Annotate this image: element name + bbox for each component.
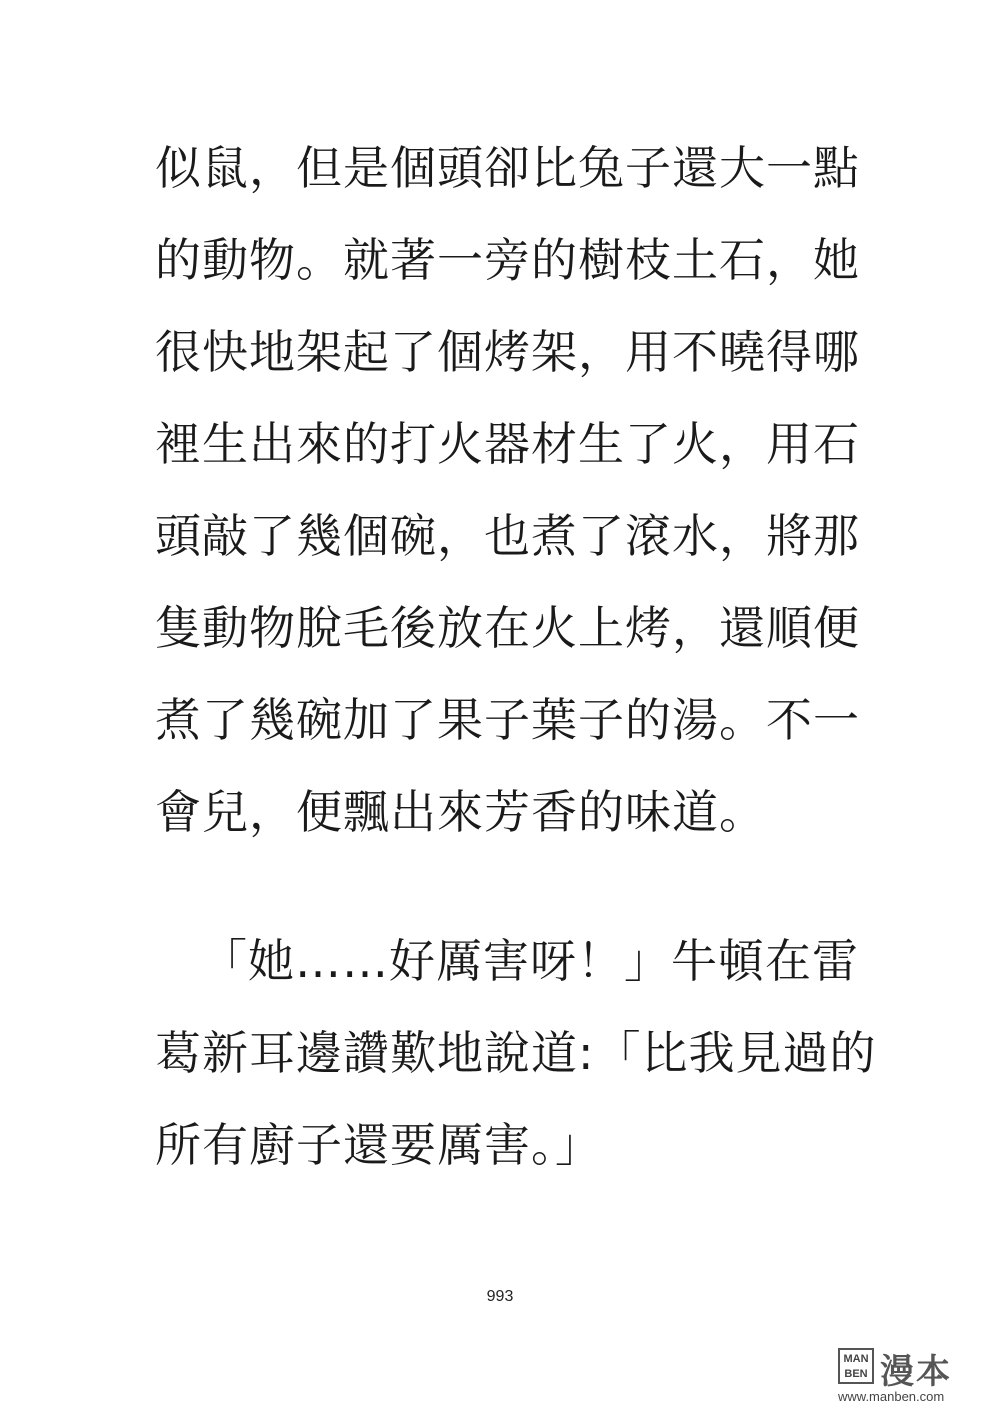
text-line: 頭敲了幾個碗，也煮了滾水，將那 xyxy=(155,509,860,563)
paragraph-1 xyxy=(155,122,860,858)
watermark-seal-logo xyxy=(838,1348,874,1384)
site-watermark xyxy=(838,1348,988,1404)
text-line: 的動物。就著一旁的樹枝土石，她 xyxy=(155,233,860,287)
page-number: 993 xyxy=(486,1288,514,1305)
text-line: 似鼠，但是個頭卻比兔子還大一點 xyxy=(155,141,860,195)
text-line: 裡生出來的打火器材生了火，用石 xyxy=(155,417,860,471)
text-line: 煮了幾碗加了果子葉子的湯。不一 xyxy=(155,693,860,747)
text-line: 隻動物脫毛後放在火上烤，還順便 xyxy=(155,601,860,655)
seal-line-1: MAN xyxy=(843,1353,869,1365)
text-line: 很快地架起了個烤架，用不曉得哪 xyxy=(155,325,860,379)
text-line: 所有廚子還要厲害。」 xyxy=(155,1118,602,1172)
seal-line-2: BEN xyxy=(844,1368,868,1380)
text-line: 葛新耳邊讚歎地說道:「比我見過的 xyxy=(155,1026,877,1080)
text-line: 「她……好厲害呀！」牛頓在雷 xyxy=(201,934,859,988)
text-line: 會兒，便飄出來芳香的味道。 xyxy=(155,785,766,839)
paragraph-2 xyxy=(155,915,877,1191)
watermark-url: www.manben.com xyxy=(838,1389,945,1404)
watermark-title: 漫本 xyxy=(880,1352,952,1392)
